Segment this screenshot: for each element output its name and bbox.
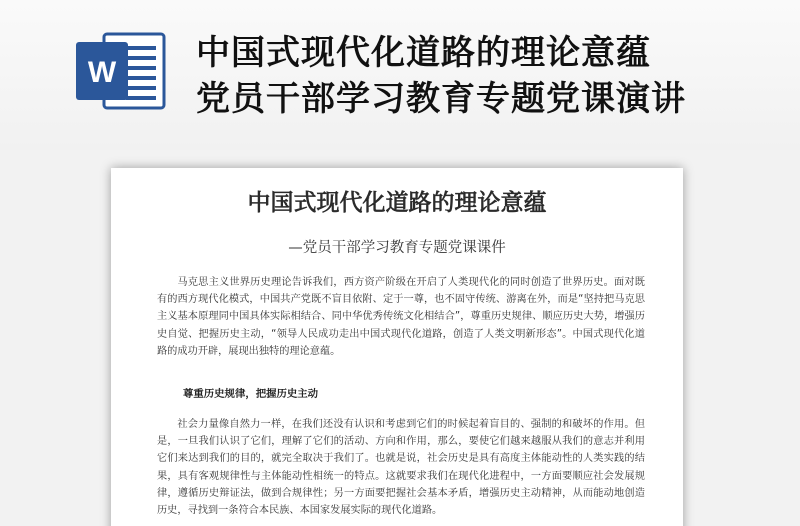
document-subtitle: —党员干部学习教育专题党课课件	[288, 240, 506, 256]
paragraph-body: 社会力量像自然力一样，在我们还没有认识和考虑到它们的时候起着盲目的、强制的和破坏的作用。但是，一旦我们认识了它们，理解了它们的活动、方向和作用，那么，要使它们越来越服从我们的意志并利用它们来达到我们的目的，就完全取决于我们了。也就是说，社会历史是具有高度主体能动性的人类实践的结果，具有客观规律性与主体能动性相统一的特点。这就要求我们在现代化进程中，一方面要顺应社会发展规律，遵循历史辩证法，做到合规律性；另一方面要把握社会基本矛盾，增强历史主动精神，从而能动地创造历史，寻找到一条符合本民族、本国家发展实际的现代化道路。	[157, 419, 645, 517]
document-title: 中国式现代化道路的理论意蕴	[247, 190, 547, 216]
banner-title	[196, 30, 686, 122]
paragraph-intro: 马克思主义世界历史理论告诉我们，西方资产阶级在开启了人类现代化的同时创造了世界历史。面对既有的西方现代化模式，中国共产党既不盲目依附、定于一尊，也不固守传统、游离在外，而是“坚持把马克思主义基本原理同中国具体实际相结合、同中华优秀传统文化相结合”，尊重历史规律、顺应历史大势，增强历史自觉、把握历史主动，“领导人民成功走出中国式现代化道路，创造了人类文明新形态”。中国式现代化道路的成功开辟，展现出独特的理论意蕴。	[157, 277, 645, 357]
banner-title-line2: 党员干部学习教育专题党课演讲	[196, 79, 686, 119]
header-banner	[0, 0, 800, 150]
word-document-icon	[74, 30, 166, 112]
word-letter: W	[87, 56, 117, 89]
section-heading: 尊重历史规律，把握历史主动	[183, 388, 319, 400]
banner-title-line1: 中国式现代化道路的理论意蕴	[196, 33, 651, 73]
document-page	[111, 168, 683, 526]
